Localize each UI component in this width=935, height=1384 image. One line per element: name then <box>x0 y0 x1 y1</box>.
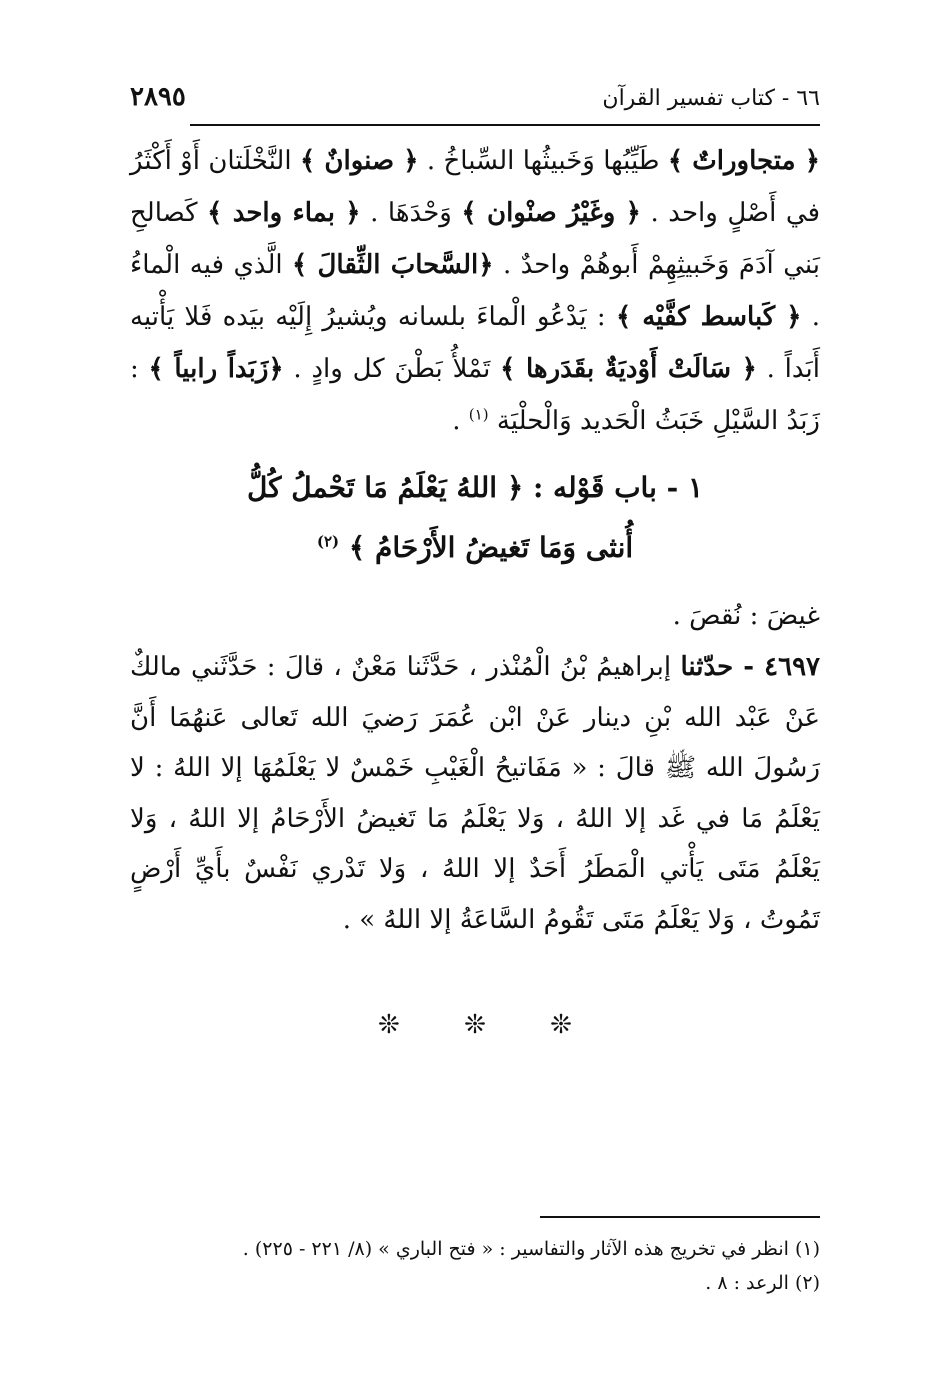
chapter-heading-line-2 <box>130 518 820 578</box>
footnote-ref: (٢) <box>316 532 340 551</box>
explanation: طَيِّبُها وَخَبيثُها السِّباخُ . <box>418 146 668 176</box>
quran-term: ﴿زَبَداً رابياً ﴾ <box>148 354 284 384</box>
explanation: الَّذي فيه الْماءُ . <box>130 250 820 332</box>
page-number: ٢٨٩٥ <box>130 82 186 112</box>
quran-term: ﴿ وغَيْرُ صنْوان ﴾ <box>461 198 641 228</box>
quran-term: ﴿ كَباسط كفَّيْه ﴾ <box>615 302 802 332</box>
star-ornament: ❊ <box>464 1010 486 1040</box>
tafsir-text <box>130 135 820 447</box>
footnote-1: (١) انظر في تخريج هذه الآثار والتفاسير : « فتح الباري » (٨/ ٢٢١ - ٢٢٥) . <box>242 1238 820 1260</box>
quran-term: ﴿ سَالَتْ أَوْديَةٌ بقَدَرها ﴾ <box>500 354 757 384</box>
definition-line: غيضَ : نُقصَ . <box>672 601 820 631</box>
footnote-rule <box>540 1216 820 1218</box>
star-ornament: ❊ <box>550 1010 572 1040</box>
footnote-2: (٢) الرعد : ٨ . <box>705 1272 820 1294</box>
explanation: : زَبَدُ السَّيْلِ خَبَثُ الْحَديد وَالْحلْيَة <box>130 354 820 436</box>
quran-term: ﴿ بماء واحد ﴾ <box>207 198 361 228</box>
page-header <box>130 80 820 126</box>
chapter-heading-line-2-text: أُنثى وَمَا تَغيضُ الأَرْحَامُ ﴾ <box>348 531 634 564</box>
hadith-paragraph <box>130 642 820 945</box>
quran-term: ﴿السَّحابَ الثِّقالَ ﴾ <box>292 250 494 280</box>
explanation: تَمْلأُ بَطْنَ كل وادٍ . <box>283 354 501 384</box>
star-ornament: ❊ <box>378 1010 400 1040</box>
running-title: ٦٦ - كتاب تفسير القرآن <box>602 86 820 111</box>
hadith-body: إبراهيمُ بْنُ الْمُنْذر ، حَدَّثَنا مَعْنٌ ، قالَ : حَدَّثَني مالكٌ عَنْ عَبْد الله بْنِ دينار عَنْ ابْن عُمَرَ رَضيَ الله تَعالى عَنهُمَا أَنَّ رَسُولَ الله ﷺ قالَ : « مَفَاتيحُ الْغَيْبِ خَمْسٌ لا يَعْلَمُهَا إلا اللهُ : لا يَعْلَمُ مَا في غَد إلا اللهُ ، وَلا يَعْلَمُ مَا تَغيضُ الأَرْحَامُ إلا اللهُ ، وَلا يَعْلَمُ مَتَى يَأْتي الْمَطَرُ أَحَدٌ إلا اللهُ ، وَلا تَدْري نَفْسٌ بأَيِّ أَرْضٍ تَمُوتُ ، وَلا يَعْلَمُ مَتَى تَقُومُ السَّاعَةُ إلا اللهُ » . <box>130 652 820 935</box>
quran-term: ﴿ صنوانٌ ﴾ <box>299 146 419 176</box>
explanation: النَّخْلَتان أَوْ أَكْثَرُ في أَصْلٍ واحد . <box>130 146 821 228</box>
explanation: : يَدْعُو الْماءَ بلسانه ويُشيرُ إِلَيْه بيَده فَلا يَأْتيه أَبَداً . <box>130 302 821 384</box>
explanation: وَحْدَهَا . <box>360 198 462 228</box>
footnotes <box>130 1232 820 1300</box>
quran-term: ﴿ متجاوراتٌ ﴾ <box>667 146 820 176</box>
explanation: كَصالحِ بَني آدَمَ وَخَبيثِهِمْ أَبوهُمْ واحدٌ . <box>130 198 820 280</box>
tafsir-paragraph <box>130 135 820 447</box>
explanation-end: . <box>452 406 469 436</box>
header-rule <box>190 124 820 126</box>
footnote-ref: (١) <box>468 405 489 424</box>
hadith-number: ٤٦٩٧ - حدّثنا <box>680 652 820 682</box>
section-divider <box>130 1010 820 1040</box>
hadith-text <box>130 642 820 945</box>
chapter-heading-line-1: ١ - باب قَوْله : ﴿ اللهُ يَعْلَمُ مَا تَحْملُ كُلُّ <box>246 471 704 504</box>
chapter-heading <box>130 458 820 578</box>
